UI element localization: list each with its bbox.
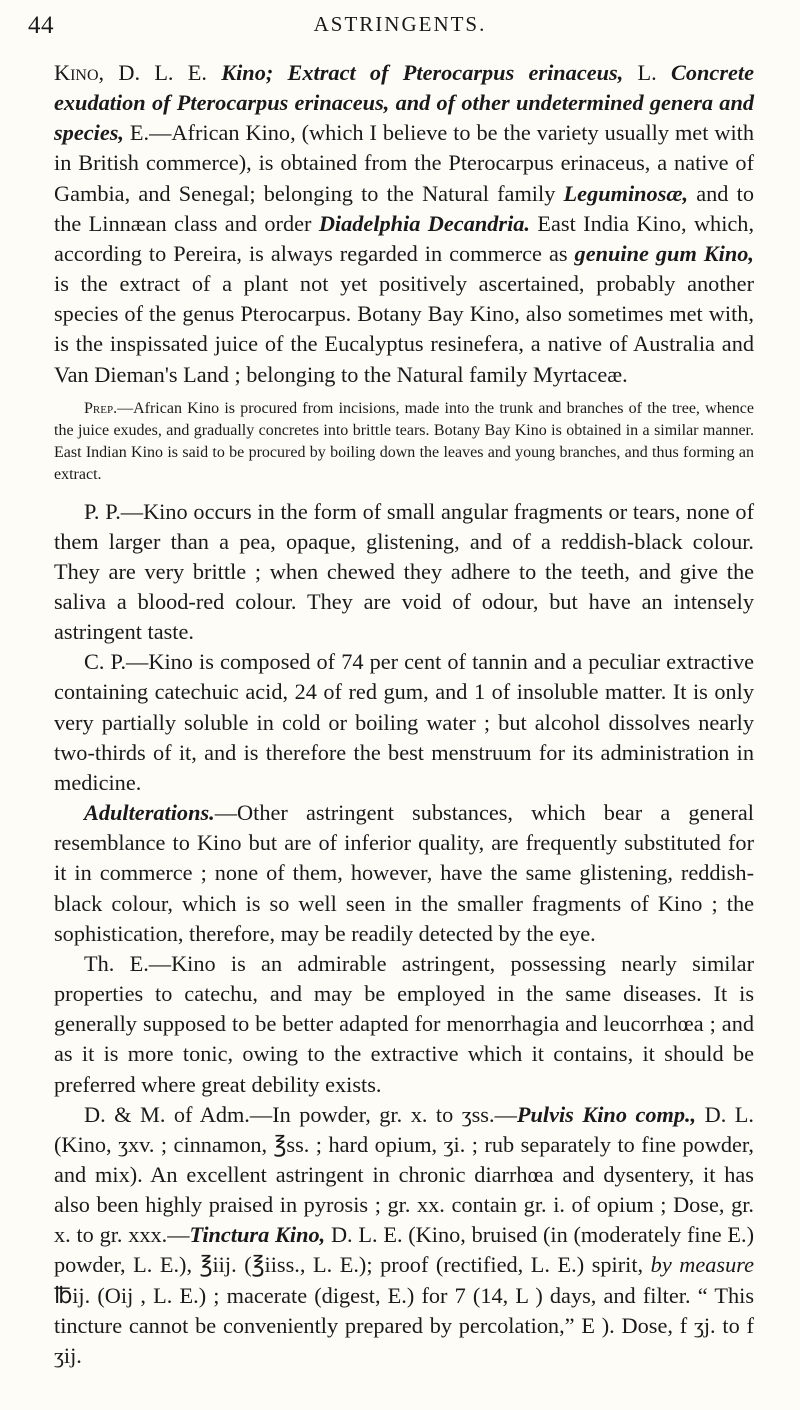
adulterations-paragraph: Adulterations.—Other astringent substances, which bear a general resemblance to Kino but are of inferior quality, are frequently substituted for it in commerce ; none of them, however, have the same glistening, reddish-black colour, which is so well seen in the smaller fragments of Kino ; the sophistication, therefore, may be readily detected by the eye. bbox=[54, 800, 754, 946]
kino-intro-paragraph: Kino, D. L. E. Kino; Extract of Pterocarpus erinaceus, L. Concrete exudation of Pterocarpus erinaceus, and of other undetermined genera and species, E.—African Kino, (which I believe to be the variety usually met with in British commerce), is obtained from the Pterocarpus erinaceus, a native of Gambia, and Senegal; belonging to the Natural family Leguminosæ, and to the Linnæan class and order Diadelphia Decandria. East India Kino, which, according to Pereira, is always regarded in commerce as genuine gum Kino, is the extract of a plant not yet positively ascertained, probably another species of the genus Pterocarpus. Botany Bay Kino, also sometimes met with, is the inspissated juice of the Eucalyptus resinefera, a native of Australia and Van Dieman's Land ; belonging to the Natural family Myrtaceæ. bbox=[54, 60, 755, 387]
physical-properties-paragraph: P. P.—Kino occurs in the form of small angular fragments or tears, none of them larger than a pea, opaque, glistening, and of a reddish-black colour. They are very brittle ; when chewed they adhere to the teeth, and give the saliva a blood-red colour. They are void of odour, but have an intensely astringent taste. bbox=[54, 498, 754, 645]
body-text bbox=[54, 58, 754, 1371]
running-title: ASTRINGENTS. bbox=[313, 12, 487, 36]
dose-and-administration-paragraph: D. & M. of Adm.—In powder, gr. x. to ʒss.—Pulvis Kino comp., D. L. (Kino, ʒxv. ; cinnamon, ℥ss. ; hard opium, ʒi. ; rub separately to fine powder, and mix). An excellent astringent in chronic diarrhœa and dysentery, it has also been highly praised in pyrosis ; gr. xx. contain gr. i. of opium ; Dose, gr. x. to gr. xxx.—Tinctura Kino, D. L. E. (Kino, bruised (in (moderately fine E.) powder, L. E.), ℥iij. (℥iiss., L. E.); proof (rectified, L. E.) spirit, by measure ℔ij. (Oij , L. E.) ; macerate (digest, E.) for 7 (14, L ) days, and filter. “ This tincture cannot be conveniently prepared by percolation,” E ). Dose, f ʒj. to f ʒij. bbox=[54, 1101, 755, 1368]
prep-heading: Prep. bbox=[84, 399, 118, 417]
page-header bbox=[28, 12, 772, 46]
kino-official-names: Kino; Extract of Pterocarpus erinaceus, bbox=[221, 60, 624, 85]
therapeutic-effects-paragraph: Th. E.—Kino is an admirable astringent, possessing nearly similar properties to catechu, and may be employed in the same diseases. It is generally supposed to be better adapted for menorrhagia and leucorrhœa ; and as it is more tonic, owing to the extractive which it contains, it should be preferred where great debility exists. bbox=[54, 950, 754, 1097]
kino-heading: Kino, D. L. E. bbox=[54, 60, 207, 85]
adulterations-heading: Adulterations. bbox=[84, 800, 215, 826]
preparation-note: Prep.—African Kino is procured from incisions, made into the trunk and branches of the tree, whence the juice exudes, and gradually concretes into brittle tears. Botany Bay Kino is obtained in a similar manner. East Indian Kino is said to be procured by boiling down the leaves and young branches, and thus forming an extract. bbox=[54, 399, 754, 484]
dose-heading: D. & M. of Adm. bbox=[84, 1101, 250, 1127]
page-number: 44 bbox=[28, 12, 54, 39]
chemical-properties-paragraph: C. P.—Kino is composed of 74 per cent of tannin and a peculiar extractive containing catechuic acid, 24 of red gum, and 1 of insoluble matter. It is only very partially soluble in cold or boiling water ; but alcohol dissolves nearly two-thirds of it, and is therefore the best menstruum for its administration in medicine. bbox=[54, 649, 754, 795]
